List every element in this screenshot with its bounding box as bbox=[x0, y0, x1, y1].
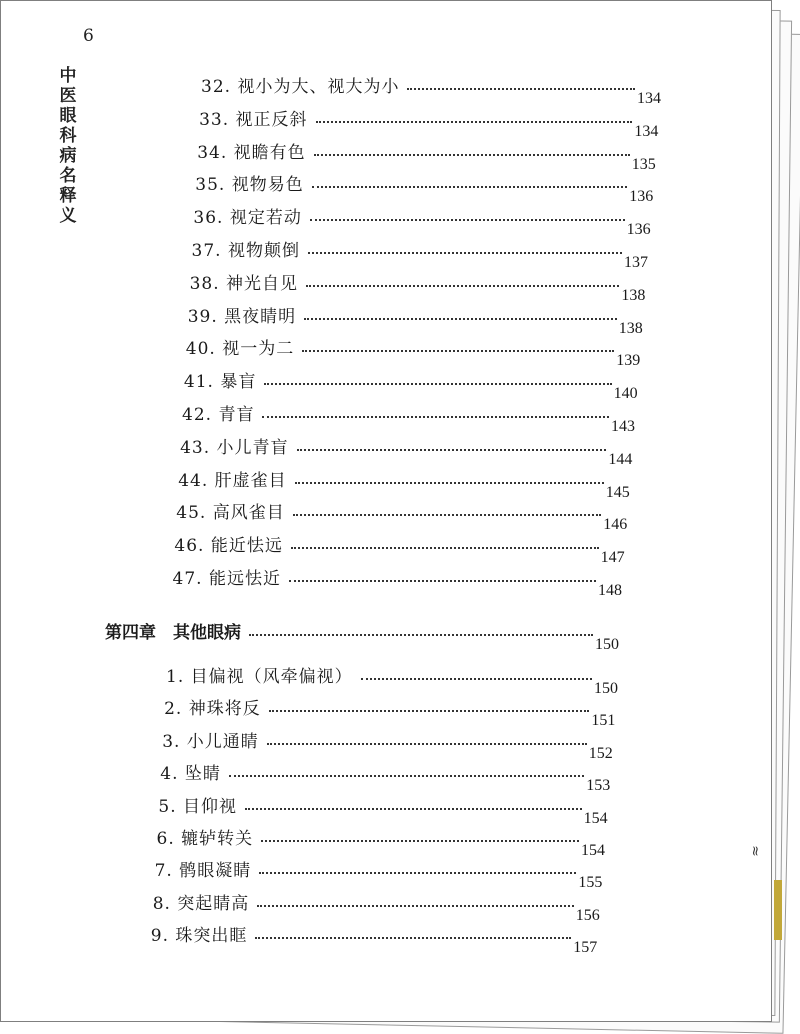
toc-page-number: 146 bbox=[603, 516, 628, 534]
toc-page-number: 134 bbox=[637, 90, 661, 107]
toc-entry-title: 5. 目仰视 bbox=[158, 796, 238, 817]
leader-dots bbox=[297, 449, 607, 451]
leader-dots bbox=[261, 840, 579, 842]
leader-dots bbox=[316, 121, 633, 123]
toc-entry-title: 42. 青盲 bbox=[182, 405, 255, 425]
toc-page-number: 144 bbox=[608, 450, 633, 468]
leader-dots bbox=[249, 634, 593, 636]
toc-entry-title: 47. 能远怯近 bbox=[172, 569, 281, 589]
leader-dots bbox=[295, 482, 604, 484]
toc-entry-title: 2. 神珠将反 bbox=[164, 699, 261, 720]
toc-entry-title: 1. 目偏视（风牵偏视） bbox=[166, 667, 353, 687]
toc-entry-title: 3. 小儿通睛 bbox=[162, 731, 259, 752]
toc-page-number: 151 bbox=[591, 712, 616, 730]
toc-entry-title: 40. 视一为二 bbox=[185, 339, 295, 360]
leader-dots bbox=[314, 154, 630, 156]
toc-entry-title: 43. 小儿青盲 bbox=[180, 437, 289, 458]
leader-dots bbox=[310, 219, 625, 221]
toc-page-number: 136 bbox=[626, 221, 651, 239]
margin-mark: ≈ bbox=[746, 845, 763, 857]
leader-dots bbox=[289, 580, 596, 582]
leader-dots bbox=[267, 743, 587, 745]
toc-entry-title: 38. 神光自见 bbox=[189, 273, 299, 294]
toc-page-number: 145 bbox=[605, 483, 630, 501]
leader-dots bbox=[291, 547, 599, 549]
toc-entry-title: 41. 暴盲 bbox=[183, 372, 257, 393]
leader-dots bbox=[257, 905, 573, 907]
toc-page-number: 153 bbox=[586, 777, 611, 795]
toc-entry-title: 32. 视小为大、视大为小 bbox=[201, 77, 400, 97]
toc-page-number: 147 bbox=[600, 549, 625, 567]
toc-page-number: 137 bbox=[624, 254, 648, 271]
toc-page-number: 154 bbox=[581, 842, 605, 859]
toc-page-number: 134 bbox=[634, 122, 659, 140]
toc-entry-title: 35. 视物易色 bbox=[195, 175, 304, 196]
leader-dots bbox=[312, 186, 627, 188]
toc-page-number: 139 bbox=[616, 352, 641, 370]
leader-dots bbox=[407, 88, 635, 90]
cover-edge-right bbox=[774, 880, 782, 940]
toc-entry-title: 45. 高风雀目 bbox=[176, 503, 285, 524]
chapter-title: 第四章 其他眼病 bbox=[105, 623, 241, 643]
toc-page-number: 140 bbox=[613, 385, 638, 403]
toc-page-number: 138 bbox=[621, 286, 646, 304]
leader-dots bbox=[293, 514, 601, 516]
toc-page-number: 148 bbox=[598, 582, 622, 599]
toc-entry-title: 36. 视定若动 bbox=[193, 208, 302, 229]
toc-entry-title: 6. 辘轳转关 bbox=[156, 829, 254, 849]
toc-entry-title: 8. 突起睛高 bbox=[152, 893, 250, 914]
leader-dots bbox=[308, 252, 622, 254]
leader-dots bbox=[245, 808, 582, 810]
leader-dots bbox=[229, 775, 584, 777]
leader-dots bbox=[306, 285, 619, 287]
toc-entry-title: 9. 珠突出眶 bbox=[150, 926, 248, 947]
toc-entry-title: 7. 鹘眼凝睛 bbox=[154, 861, 252, 882]
toc-page-number: 138 bbox=[618, 319, 643, 337]
toc-page-number: 152 bbox=[588, 744, 613, 762]
toc-entry-title: 46. 能近怯远 bbox=[174, 536, 283, 557]
toc-page-number: 154 bbox=[583, 809, 608, 827]
toc-page-number: 150 bbox=[595, 636, 619, 653]
leader-dots bbox=[304, 318, 617, 320]
toc-page-number: 136 bbox=[629, 188, 654, 206]
leader-dots bbox=[302, 350, 614, 352]
toc-entry-title: 4. 坠睛 bbox=[160, 764, 221, 785]
leader-dots bbox=[264, 383, 611, 385]
toc-entry-title: 34. 视瞻有色 bbox=[197, 142, 306, 163]
toc-page-number: 155 bbox=[578, 874, 603, 892]
toc-page-number: 150 bbox=[594, 680, 618, 697]
toc-page-number: 156 bbox=[575, 906, 600, 924]
book-title-vertical: 中 医 眼 科 病 名 释 义 bbox=[59, 66, 77, 226]
leader-dots bbox=[255, 937, 571, 939]
leader-dots bbox=[262, 416, 609, 418]
toc-page-number: 143 bbox=[611, 418, 635, 435]
toc-entry-title: 39. 黑夜睛明 bbox=[187, 306, 297, 327]
toc-entry-title: 37. 视物颠倒 bbox=[191, 241, 300, 261]
leader-dots bbox=[361, 678, 592, 680]
leader-dots bbox=[269, 710, 590, 712]
toc-page-number: 157 bbox=[573, 939, 598, 957]
toc-page-number: 135 bbox=[631, 155, 656, 173]
leader-dots bbox=[259, 872, 576, 874]
toc-entry-title: 33. 视正反斜 bbox=[199, 109, 308, 130]
toc-entry-title: 44. 肝虚雀目 bbox=[178, 470, 287, 491]
page-number: 6 bbox=[83, 26, 94, 46]
